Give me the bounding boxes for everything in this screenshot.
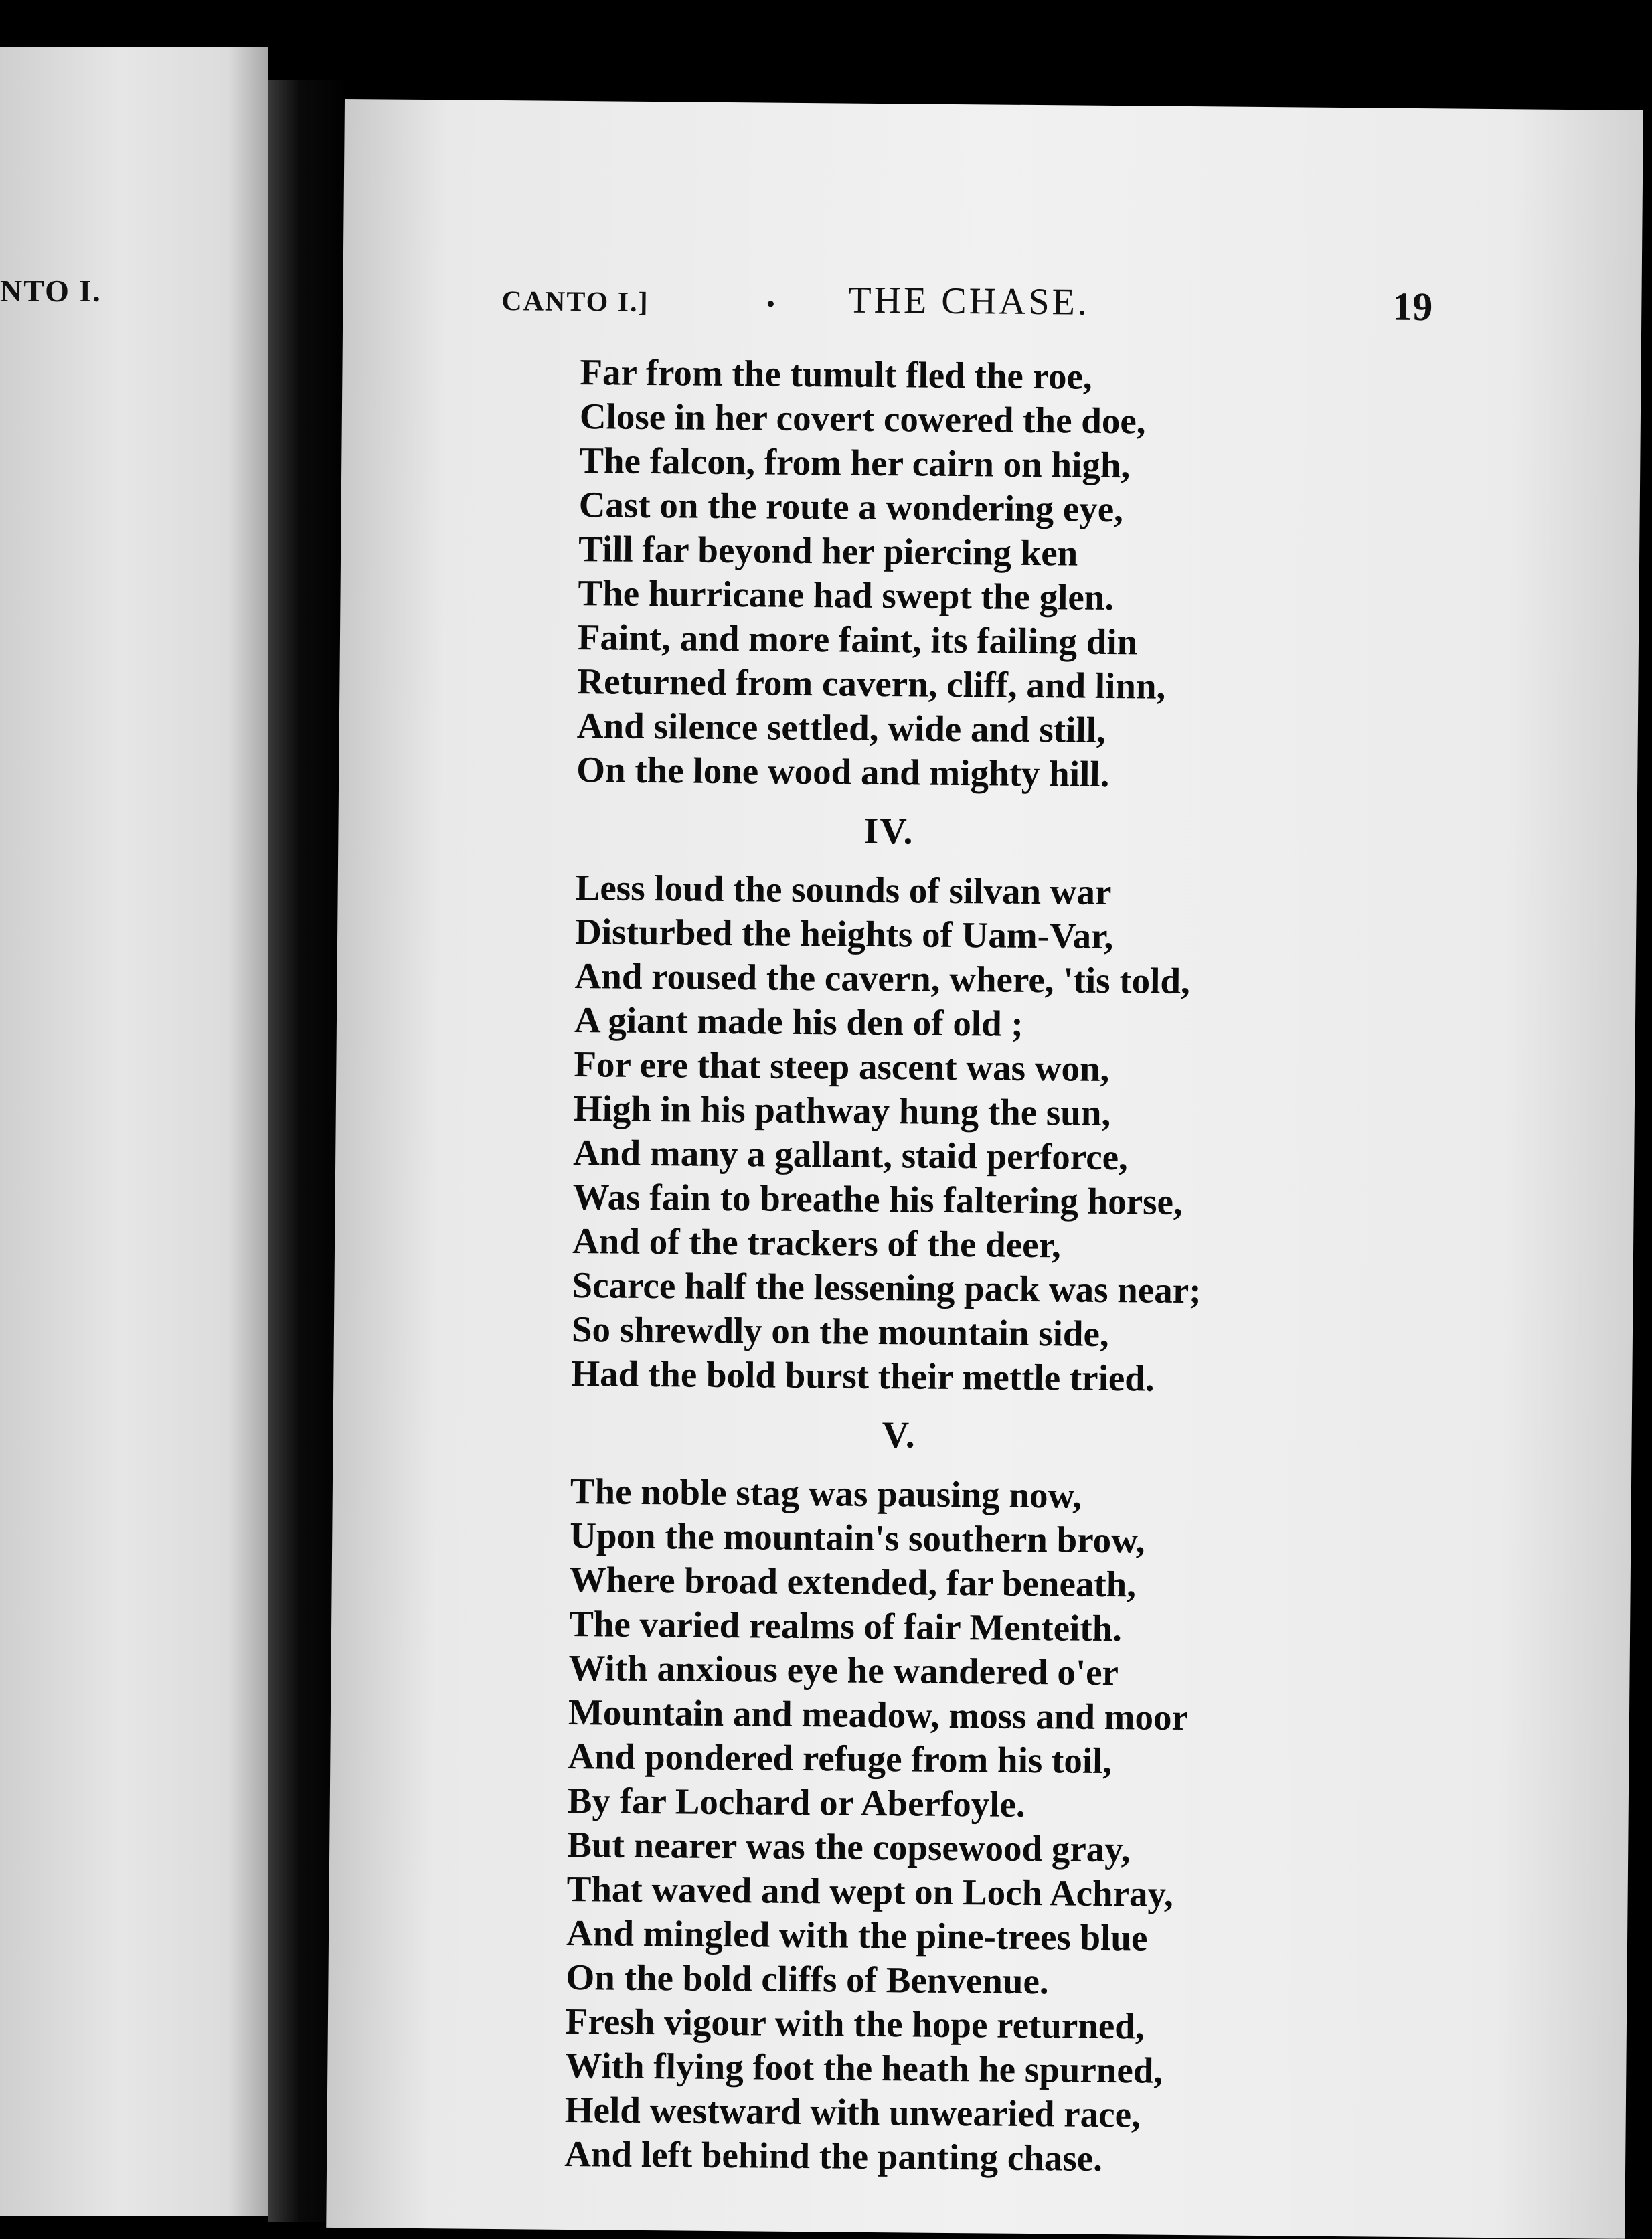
verse-line: High in his pathway hung the sun, (573, 1088, 1111, 1134)
stanza-numeral-v: V. (882, 1414, 917, 1457)
verse-line: A giant made his den of old ; (574, 999, 1024, 1044)
verse-line: The hurricane had swept the glen. (578, 572, 1114, 618)
verse-line: Returned from cavern, cliff, and linn, (577, 661, 1166, 707)
verse-line: Faint, and more faint, its failing din (577, 616, 1138, 663)
verse-line: Less loud the sounds of silvan war (575, 867, 1112, 913)
canto-label: CANTO I.] (501, 286, 649, 318)
stanza-numeral-iv: IV. (863, 810, 914, 853)
stanza-3-tail (576, 350, 1551, 801)
verse-line: Mountain and meadow, moss and moor (568, 1691, 1189, 1738)
verse-line: And of the trackers of the deer, (572, 1220, 1062, 1266)
verse-line: For ere that steep ascent was won, (574, 1044, 1110, 1090)
verse-line: With anxious eye he wandered o'er (568, 1647, 1119, 1693)
verse-line: So shrewdly on the mountain side, (571, 1309, 1109, 1355)
verse-line: The noble stag was pausing now, (570, 1471, 1082, 1516)
verse-line: By far Lochard or Aberfoyle. (567, 1780, 1025, 1825)
verse-line: Disturbed the heights of Uam-Var, (574, 911, 1114, 957)
page-number: 19 (1392, 284, 1433, 329)
verse-line: Fresh vigour with the hope returned, (565, 2000, 1145, 2047)
verse-line: On the bold cliffs of Benvenue. (566, 1956, 1049, 2002)
verse-line: Was fain to breathe his faltering horse, (572, 1176, 1183, 1222)
verse-line: Scarce half the lessening pack was near; (572, 1264, 1202, 1311)
running-head (343, 274, 1642, 333)
verse-line: Far from the tumult fled the roe, (580, 351, 1092, 397)
verse-line: Where broad extended, far beneath, (569, 1559, 1137, 1605)
left-running-head: NTO I. (0, 274, 102, 308)
verse-line: Had the bold burst their mettle tried. (571, 1353, 1155, 1399)
ornament-dot: . (766, 273, 776, 315)
verse-line: But nearer was the copsewood gray, (566, 1824, 1131, 1870)
verse-line: And pondered refuge from his toil, (568, 1736, 1112, 1782)
verse-line: And left behind the panting chase. (564, 2133, 1103, 2179)
verse-line: That waved and wept on Loch Achray, (566, 1868, 1174, 1914)
verse-line: And mingled with the pine-trees blue (566, 1912, 1148, 1959)
verse-line: Till far beyond her piercing ken (578, 528, 1078, 574)
left-page (0, 47, 268, 2216)
verse-line: And many a gallant, staid perforce, (573, 1132, 1129, 1178)
verse-line: Held westward with unwearied race, (564, 2088, 1141, 2135)
verse-line: And roused the cavern, where, 'tis told, (574, 955, 1191, 1002)
verse-line: Upon the mountain's southern brow, (570, 1515, 1145, 1561)
verse-line: And silence settled, wide and still, (576, 705, 1106, 750)
page-title: THE CHASE. (848, 279, 1090, 323)
verse-line: Close in her covert cowered the doe, (579, 396, 1146, 442)
stanza-5 (564, 1469, 1541, 2185)
verse-line: Cast on the route a wondering eye, (578, 484, 1124, 530)
stanza-4 (571, 865, 1546, 1404)
verse-line: The falcon, from her cairn on high, (579, 440, 1131, 486)
poem-text (564, 350, 1551, 2185)
right-page (326, 99, 1643, 2239)
verse-line: On the lone wood and mighty hill. (576, 749, 1110, 795)
verse-line: With flying foot the heath he spurned, (565, 2044, 1163, 2091)
verse-line: The varied realms of fair Menteith. (568, 1603, 1123, 1649)
